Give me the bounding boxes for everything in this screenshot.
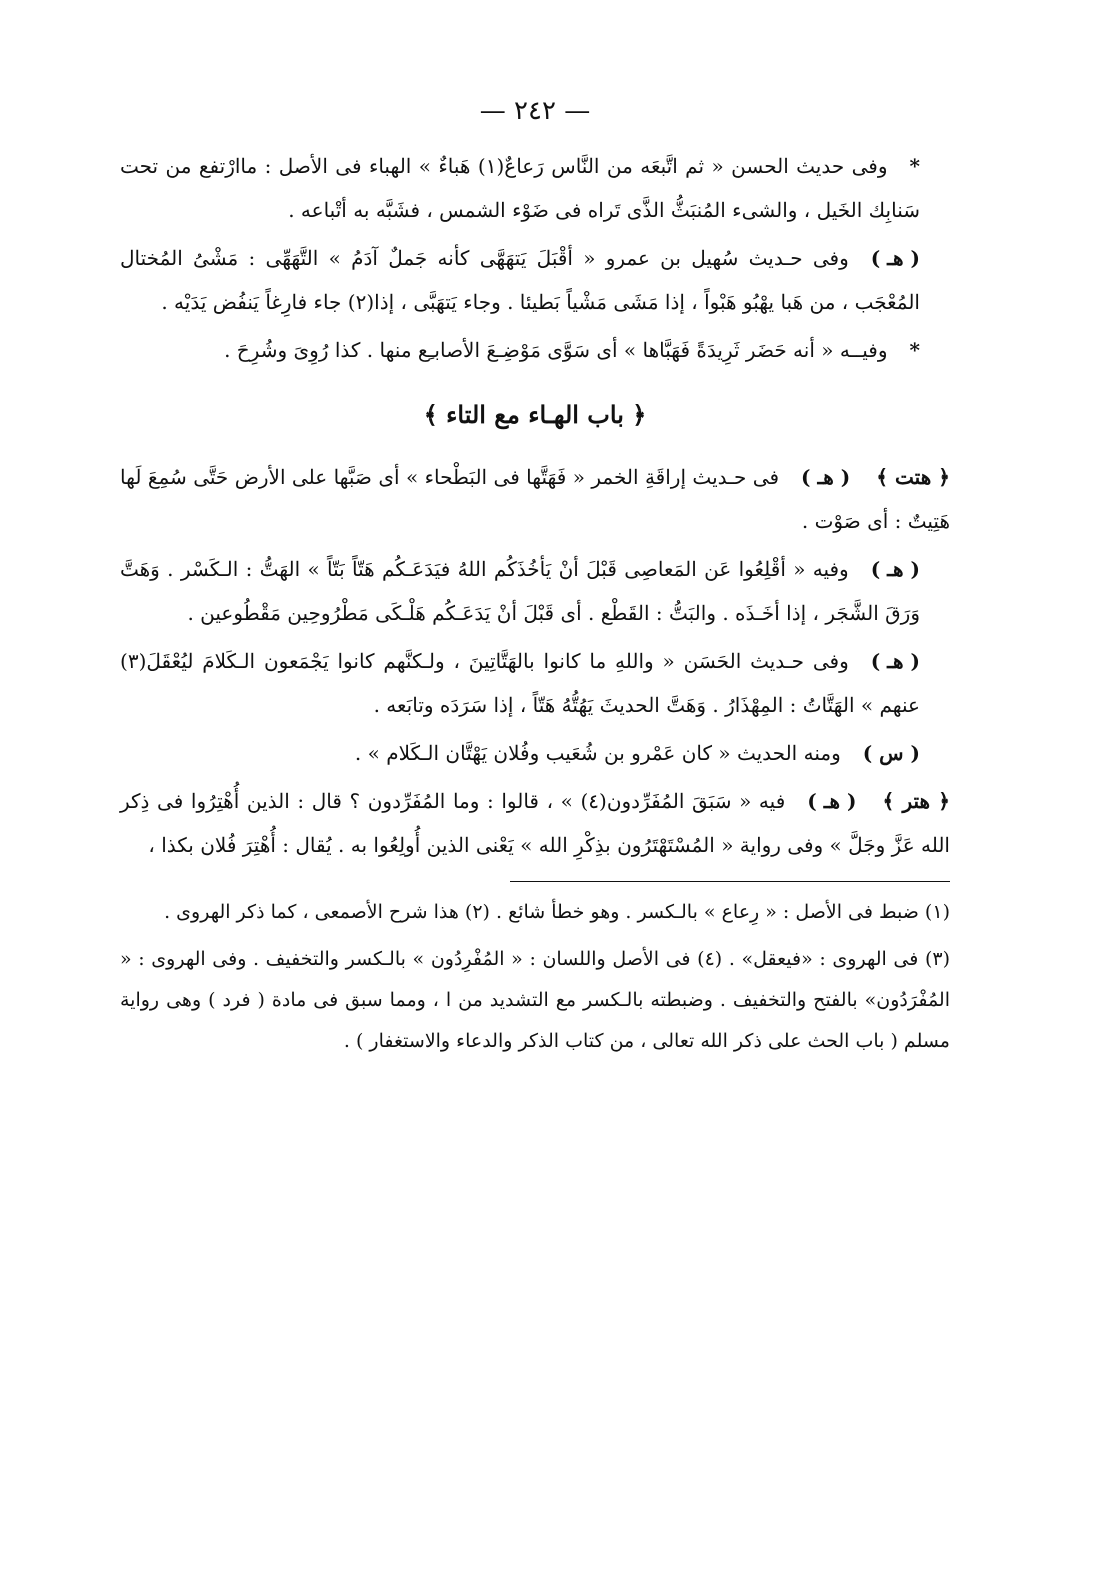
entry-text: ومنه الحديث « كان عَمْرو بن شُعَيب وفُلان يَهْتَّان الـكَلام » . (354, 741, 841, 765)
entry-marker: * (909, 154, 920, 178)
entry-headword: ﴿ هتت ﴾ (876, 465, 950, 489)
entry-paragraph-1 (120, 144, 950, 232)
document-page (120, 96, 950, 1068)
entry-text: وفى حـديث الحَسَن « واللهِ ما كانوا بالهَتَّاتِينَ ، ولـكنَّهم كانوا يَجْمَعون الـكَلامَ ليُعْقَلَ(٣) عنهم » الهَتَّاتُ : المِهْذَارُ . وَهَتَّ الحديثَ يَهُتُّهُ هَتّاً ، إذا سَرَدَه وتابَعه . (120, 649, 920, 717)
entry-text: وفى حديث الحسن « ثم اتَّبعَه من النَّاس رَعاعٌ(١) هَباءٌ » الهباء فى الأصل : ماارْتفع من تحت سَنابِك الخَيل ، والشىء المُنبَثُّ الذَّى تَراه فى ضَوْء الشمس ، فشَبَّه به أتْباعه . (120, 154, 920, 222)
entry-marker: ( هـ ) (870, 557, 920, 581)
entry-text: وفيــه « أنه حَضَر ثَرِيدَةً فَهَبَّاها » أى سَوَّى مَوْضِـعَ الأصابـِع منها . كذا رُوِىَ وشُرِحَ . (224, 338, 888, 362)
entry-marker: ( هـ ) (870, 246, 921, 270)
page-number: — ٢٤٢ — (479, 96, 591, 126)
entry-paragraph-7 (120, 731, 950, 775)
footnote-1: (١) ضبط فى الأصل : « رِعاع » بالـكسر . وهو خطأ شائع . (٢) هذا شرح الأصمعى ، كما ذكر الهروى . (164, 901, 950, 923)
entry-text: وفى حـديث سُهيل بن عمرو « أقْبَلَ يَتهَهَّى كأنه جَملٌ آدَمُ » التَّهَهِّى : مَشْىُ المُختال المُعْجَب ، من هَبا يهْبُو هَبْواً ، إذا مَشَى مَشْياً بَطيئا . وجاء يَتهَبَّى ، إذا(٢) جاء فارِغاً يَنفُض يَدَيْه . (120, 246, 920, 314)
entry-marker: ( هـ ) (870, 649, 920, 673)
entry-marker: ( هـ ) (801, 465, 851, 489)
entry-paragraph-5 (120, 547, 950, 635)
entry-marker: ( س ) (862, 741, 920, 765)
entry-paragraph-2 (120, 236, 950, 324)
entry-marker: ( هـ ) (807, 789, 857, 813)
entry-paragraph-3 (120, 328, 950, 372)
entry-text: وفيه « أقْلِعُوا عَن المَعاصِى قَبْلَ أنْ يَأخُذَكُم اللهُ فيَدَعَـكُم هَتّاً بَتّاً » الهَتُّ : الـكَسْر . وَهَتَّ وَرَقَ الشَّجَر ، إذا أخَـذَه . والبَتُّ : القَطْع . أى قَبْلَ أنْ يَدَعَـكُم هَلْـكَى مَطْرُوحِين مَقْطُوعين . (120, 557, 920, 625)
entry-paragraph-4 (120, 455, 950, 543)
entry-marker: * (909, 338, 920, 362)
entry-headword: ﴿ هتر ﴾ (882, 789, 950, 813)
section-title: ﴿ باب الهـاء مع التاء ﴾ (423, 400, 647, 429)
footnote-divider (510, 881, 950, 882)
entry-text: فى حـديث إراقَةِ الخمر « فَهَتَّها فى البَطْحاء » أى صَبَّها على الأرض حَتَّى سُمِعَ لَها هَتِيتٌ : أى صَوْت . (120, 465, 950, 533)
footnote-2: (٣) فى الهروى : «فيعقل» . (٤) فى الأصل واللسان : « المُفْرِدُون » بالـكسر والتخفيف . وفى الهروى : « المُفْرَدُون» بالفتح والتخفيف . وضبطته بالـكسر مع التشديد من ا ، ومما سبق فى مادة ( فرد ) وهى رواية مسلم ( باب الحث على ذكر الله تعالى ، من كتاب الذكر والدعاء والاستغفار ) . (120, 948, 951, 1052)
entry-text: فيه « سَبَقَ المُفَرِّدون(٤) » ، قالوا : وما المُفَرِّدون ؟ قال : الذين أُهْتِرُوا فى ذِكر الله عَزَّ وجَلَّ » وفى رواية « المُسْتَهْتَرُون بذِكْرِ الله » يَعْنى الذين أُولِعُوا به . يُقال : أُهْتِرَ فُلان بكذا ، (120, 789, 950, 857)
entry-paragraph-8 (120, 779, 950, 867)
entry-paragraph-6 (120, 639, 950, 727)
